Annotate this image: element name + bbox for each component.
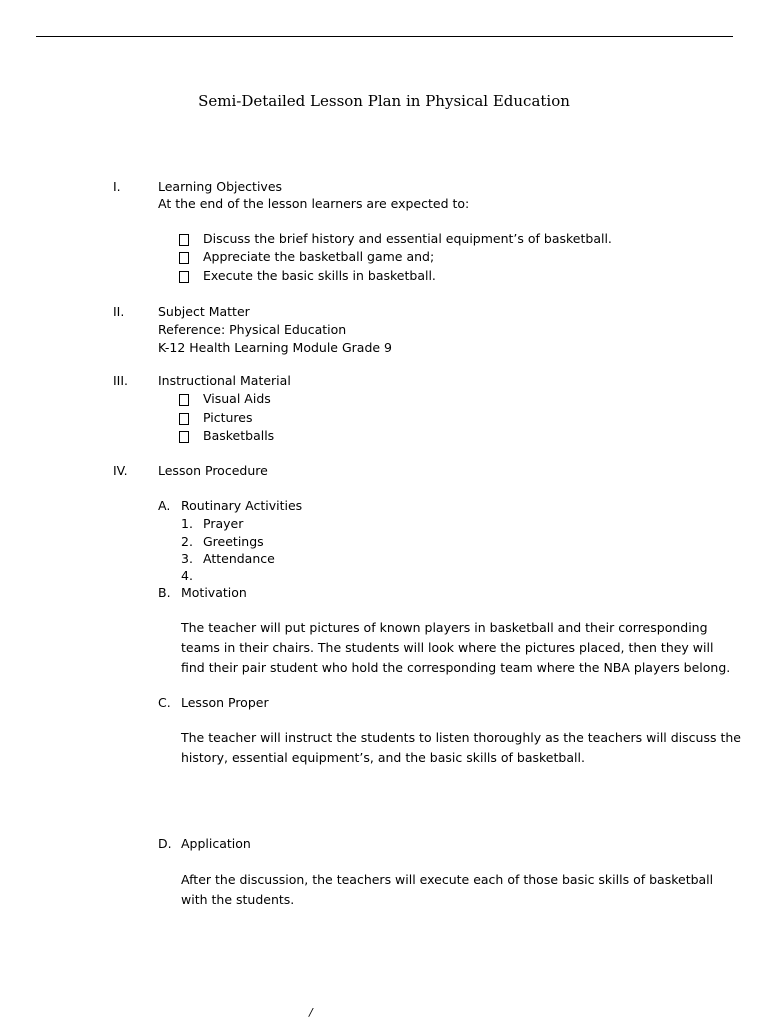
part-d-heading: Application	[181, 836, 251, 851]
part-a-letter: A.	[158, 498, 171, 513]
paragraph-line: The teacher will instruct the students to listen thoroughly as the teachers will discuss the	[181, 730, 741, 745]
section-1-heading: Learning Objectives	[158, 179, 283, 194]
paragraph-line: history, essential equipment’s, and the basic skills of basketball.	[181, 750, 585, 765]
routine-item: Prayer	[203, 516, 244, 531]
part-c-letter: C.	[158, 695, 171, 710]
bullet-icon	[179, 393, 189, 411]
lesson-proper-paragraph	[181, 728, 741, 768]
section-4-heading: Lesson Procedure	[158, 463, 268, 478]
bullet-icon	[179, 233, 189, 251]
list-number: 2.	[181, 534, 193, 549]
bullet-icon	[179, 412, 189, 430]
list-number: 4.	[181, 568, 193, 583]
section-2-numeral: II.	[113, 304, 125, 319]
material-item: Pictures	[203, 410, 253, 425]
bullet-icon	[179, 251, 189, 269]
part-d-letter: D.	[158, 836, 172, 851]
part-b-heading: Motivation	[181, 585, 247, 600]
section-3-numeral: III.	[113, 373, 129, 388]
objective-item: Execute the basic skills in basketball.	[203, 268, 436, 283]
list-number: 3.	[181, 551, 193, 566]
application-paragraph	[181, 870, 713, 910]
subject-reference: Reference: Physical Education	[158, 322, 347, 337]
paragraph-line: After the discussion, the teachers will execute each of those basic skills of basketball	[181, 872, 714, 887]
paragraph-line: find their pair student who hold the corresponding team where the NBA players belong.	[181, 660, 731, 675]
section-2-heading: Subject Matter	[158, 304, 250, 319]
paragraph-line: teams in their chairs. The students will look where the pictures placed, then they will	[181, 640, 714, 655]
routine-item: Attendance	[203, 551, 275, 566]
top-rule	[36, 36, 733, 37]
paragraph-line: with the students.	[181, 892, 295, 907]
material-item: Visual Aids	[203, 391, 271, 406]
section-1-numeral: I.	[113, 179, 121, 194]
document-title: Semi-Detailed Lesson Plan in Physical Education	[198, 92, 570, 110]
motivation-paragraph	[181, 618, 730, 678]
subject-module: K-12 Health Learning Module Grade 9	[158, 340, 392, 355]
paragraph-line: The teacher will put pictures of known players in basketball and their corresponding	[181, 620, 708, 635]
objective-item: Appreciate the basketball game and;	[203, 249, 435, 264]
bullet-icon	[179, 270, 189, 288]
part-c-heading: Lesson Proper	[181, 695, 269, 710]
footer-mark: /	[309, 1006, 313, 1019]
material-item: Basketballs	[203, 428, 275, 443]
part-b-letter: B.	[158, 585, 171, 600]
list-number: 1.	[181, 516, 193, 531]
routine-item: Greetings	[203, 534, 264, 549]
section-4-numeral: IV.	[113, 463, 128, 478]
objective-item: Discuss the brief history and essential equipment’s of basketball.	[203, 231, 612, 246]
bullet-icon	[179, 430, 189, 448]
part-a-heading: Routinary Activities	[181, 498, 303, 513]
section-1-intro: At the end of the lesson learners are expected to:	[158, 196, 470, 211]
section-3-heading: Instructional Material	[158, 373, 291, 388]
